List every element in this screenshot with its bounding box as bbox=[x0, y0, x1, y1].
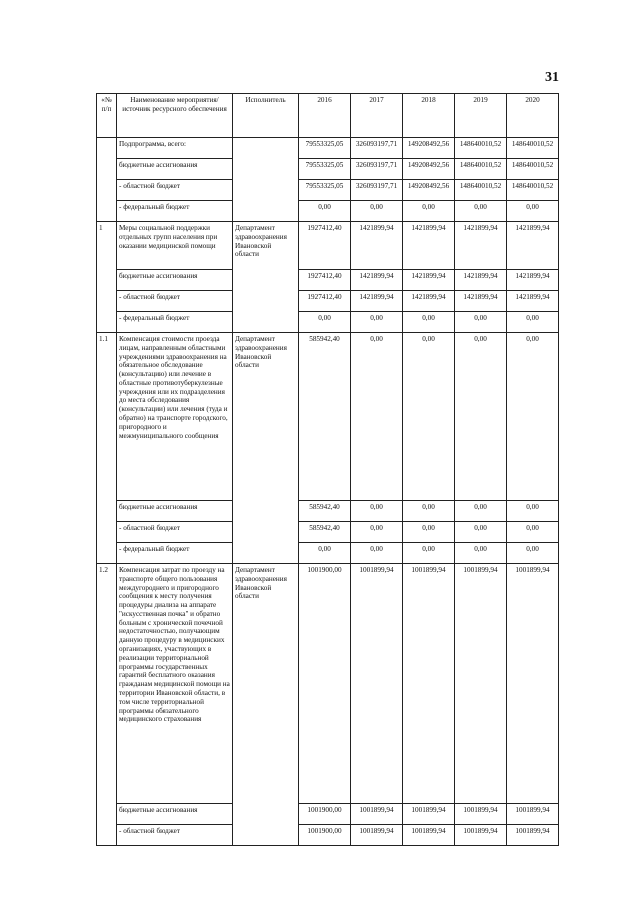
value-cell: 1421899,94 bbox=[403, 222, 455, 270]
value-cell: 148640010,52 bbox=[507, 180, 559, 201]
value-cell: 149208492,56 bbox=[403, 159, 455, 180]
subitem-name-cell: - федеральный бюджет bbox=[117, 201, 233, 222]
value-cell: 585942,40 bbox=[299, 501, 351, 522]
row-name-cell: Меры социальной поддержки отдельных групп населения при оказании медицинской помощи bbox=[117, 222, 233, 270]
column-header-year: 2017 bbox=[351, 94, 403, 138]
value-cell: 1421899,94 bbox=[351, 222, 403, 270]
subitem-name-cell: бюджетные ассигнования bbox=[117, 804, 233, 825]
subitem-name-cell: бюджетные ассигнования bbox=[117, 501, 233, 522]
value-cell: 0,00 bbox=[403, 543, 455, 564]
value-cell: 148640010,52 bbox=[455, 138, 507, 159]
value-cell: 1421899,94 bbox=[351, 291, 403, 312]
value-cell: 0,00 bbox=[507, 543, 559, 564]
table-row-subitem bbox=[97, 312, 559, 333]
subitem-name-cell: бюджетные ассигнования bbox=[117, 270, 233, 291]
value-cell: 1001900,00 bbox=[299, 564, 351, 804]
value-cell: 0,00 bbox=[351, 501, 403, 522]
value-cell: 1001899,94 bbox=[351, 804, 403, 825]
page-number: 31 bbox=[545, 70, 559, 85]
column-header-year: 2018 bbox=[403, 94, 455, 138]
table-row-subitem bbox=[97, 270, 559, 291]
table-row-subitem bbox=[97, 501, 559, 522]
column-header-year: 2020 bbox=[507, 94, 559, 138]
value-cell: 1001899,94 bbox=[507, 825, 559, 846]
value-cell: 0,00 bbox=[455, 201, 507, 222]
column-header-year: 2019 bbox=[455, 94, 507, 138]
table-row-subitem bbox=[97, 159, 559, 180]
row-name-cell: Подпрограмма, всего: bbox=[117, 138, 233, 159]
subitem-name-cell: - областной бюджет bbox=[117, 180, 233, 201]
value-cell: 149208492,56 bbox=[403, 138, 455, 159]
row-name-cell: Компенсация затрат по проезду на транспорте общего пользования междугороднего и пригородного сообщения к месту получения процедуры диализа на аппарате "искусственная почка" и обратно больным с хронической почечной недостаточностью, получающим данную процедуру в медицинских организациях, участвующих в реализации территориальной программы государственных гарантий бесплатного оказания гражданам медицинской помощи на территории Ивановской области, в том числе территориальной программы обязательного медицинского страхования bbox=[117, 564, 233, 804]
executor-cell: Департамент здравоохранения Ивановской области bbox=[233, 564, 299, 846]
value-cell: 326093197,71 bbox=[351, 138, 403, 159]
value-cell: 1001900,00 bbox=[299, 825, 351, 846]
table-row-subitem bbox=[97, 291, 559, 312]
value-cell: 1421899,94 bbox=[403, 270, 455, 291]
table-row-section bbox=[97, 222, 559, 270]
value-cell: 148640010,52 bbox=[455, 180, 507, 201]
table-row-subitem bbox=[97, 543, 559, 564]
value-cell: 0,00 bbox=[299, 201, 351, 222]
value-cell: 0,00 bbox=[351, 543, 403, 564]
row-number-cell bbox=[97, 138, 117, 222]
value-cell: 79553325,05 bbox=[299, 138, 351, 159]
budget-table bbox=[96, 93, 559, 846]
executor-cell: Департамент здравоохранения Ивановской области bbox=[233, 333, 299, 564]
value-cell: 0,00 bbox=[455, 501, 507, 522]
value-cell: 0,00 bbox=[351, 522, 403, 543]
value-cell: 0,00 bbox=[403, 501, 455, 522]
subitem-name-cell: - областной бюджет bbox=[117, 825, 233, 846]
value-cell: 0,00 bbox=[403, 333, 455, 501]
value-cell: 0,00 bbox=[403, 312, 455, 333]
row-name-cell: Компенсация стоимости проезда лицам, направленным областными учреждениями здравоохранения на обязательное обследование (консультацию) или лечение в областные противотуберкулезные учреждения или их подразделения до места обследования (консультации) или лечения (туда и обратно) на транспорте городского, пригородного и межмуниципального сообщения bbox=[117, 333, 233, 501]
value-cell: 1001899,94 bbox=[351, 564, 403, 804]
subitem-name-cell: - областной бюджет bbox=[117, 522, 233, 543]
value-cell: 1421899,94 bbox=[455, 222, 507, 270]
subitem-name-cell: - областной бюджет bbox=[117, 291, 233, 312]
value-cell: 0,00 bbox=[403, 201, 455, 222]
table-header-row bbox=[97, 94, 559, 138]
value-cell: 0,00 bbox=[351, 312, 403, 333]
value-cell: 0,00 bbox=[507, 522, 559, 543]
value-cell: 0,00 bbox=[455, 522, 507, 543]
table-row-subitem bbox=[97, 180, 559, 201]
value-cell: 1001899,94 bbox=[403, 825, 455, 846]
value-cell: 1001899,94 bbox=[455, 564, 507, 804]
value-cell: 326093197,71 bbox=[351, 159, 403, 180]
value-cell: 0,00 bbox=[455, 312, 507, 333]
row-number-cell: 1 bbox=[97, 222, 117, 333]
executor-cell: Департамент здравоохранения Ивановской области bbox=[233, 222, 299, 333]
column-header-executor: Исполнитель bbox=[233, 94, 299, 138]
table-row-section bbox=[97, 138, 559, 159]
value-cell: 1001899,94 bbox=[455, 804, 507, 825]
value-cell: 1421899,94 bbox=[455, 270, 507, 291]
value-cell: 79553325,05 bbox=[299, 159, 351, 180]
value-cell: 0,00 bbox=[455, 543, 507, 564]
value-cell: 0,00 bbox=[507, 501, 559, 522]
value-cell: 1001899,94 bbox=[455, 825, 507, 846]
value-cell: 1421899,94 bbox=[403, 291, 455, 312]
value-cell: 0,00 bbox=[351, 201, 403, 222]
value-cell: 0,00 bbox=[455, 333, 507, 501]
column-header-year: 2016 bbox=[299, 94, 351, 138]
value-cell: 1927412,40 bbox=[299, 291, 351, 312]
value-cell: 1927412,40 bbox=[299, 222, 351, 270]
value-cell: 1421899,94 bbox=[351, 270, 403, 291]
value-cell: 0,00 bbox=[351, 333, 403, 501]
value-cell: 1001900,00 bbox=[299, 804, 351, 825]
table-row-section bbox=[97, 333, 559, 501]
value-cell: 0,00 bbox=[299, 312, 351, 333]
row-number-cell: 1.1 bbox=[97, 333, 117, 564]
value-cell: 79553325,05 bbox=[299, 180, 351, 201]
value-cell: 0,00 bbox=[403, 522, 455, 543]
subitem-name-cell: бюджетные ассигнования bbox=[117, 159, 233, 180]
value-cell: 1421899,94 bbox=[507, 270, 559, 291]
column-header-name: Наименование мероприятия/источник ресурсного обеспечения bbox=[117, 94, 233, 138]
value-cell: 326093197,71 bbox=[351, 180, 403, 201]
value-cell: 1001899,94 bbox=[403, 804, 455, 825]
value-cell: 1001899,94 bbox=[403, 564, 455, 804]
row-number-cell: 1.2 bbox=[97, 564, 117, 846]
executor-cell bbox=[233, 138, 299, 222]
value-cell: 1421899,94 bbox=[507, 222, 559, 270]
value-cell: 1421899,94 bbox=[455, 291, 507, 312]
table-row-subitem bbox=[97, 825, 559, 846]
subitem-name-cell: - федеральный бюджет bbox=[117, 312, 233, 333]
value-cell: 149208492,56 bbox=[403, 180, 455, 201]
value-cell: 0,00 bbox=[507, 201, 559, 222]
table-row-subitem bbox=[97, 522, 559, 543]
table-row-subitem bbox=[97, 201, 559, 222]
value-cell: 148640010,52 bbox=[507, 159, 559, 180]
value-cell: 1001899,94 bbox=[507, 804, 559, 825]
value-cell: 1927412,40 bbox=[299, 270, 351, 291]
value-cell: 0,00 bbox=[299, 543, 351, 564]
value-cell: 148640010,52 bbox=[455, 159, 507, 180]
value-cell: 1001899,94 bbox=[507, 564, 559, 804]
value-cell: 1001899,94 bbox=[351, 825, 403, 846]
value-cell: 148640010,52 bbox=[507, 138, 559, 159]
table-row-section bbox=[97, 564, 559, 804]
subitem-name-cell: - федеральный бюджет bbox=[117, 543, 233, 564]
value-cell: 0,00 bbox=[507, 312, 559, 333]
value-cell: 585942,40 bbox=[299, 333, 351, 501]
value-cell: 0,00 bbox=[507, 333, 559, 501]
value-cell: 1421899,94 bbox=[507, 291, 559, 312]
table-row-subitem bbox=[97, 804, 559, 825]
value-cell: 585942,40 bbox=[299, 522, 351, 543]
column-header-number: «№ п/п bbox=[97, 94, 117, 138]
